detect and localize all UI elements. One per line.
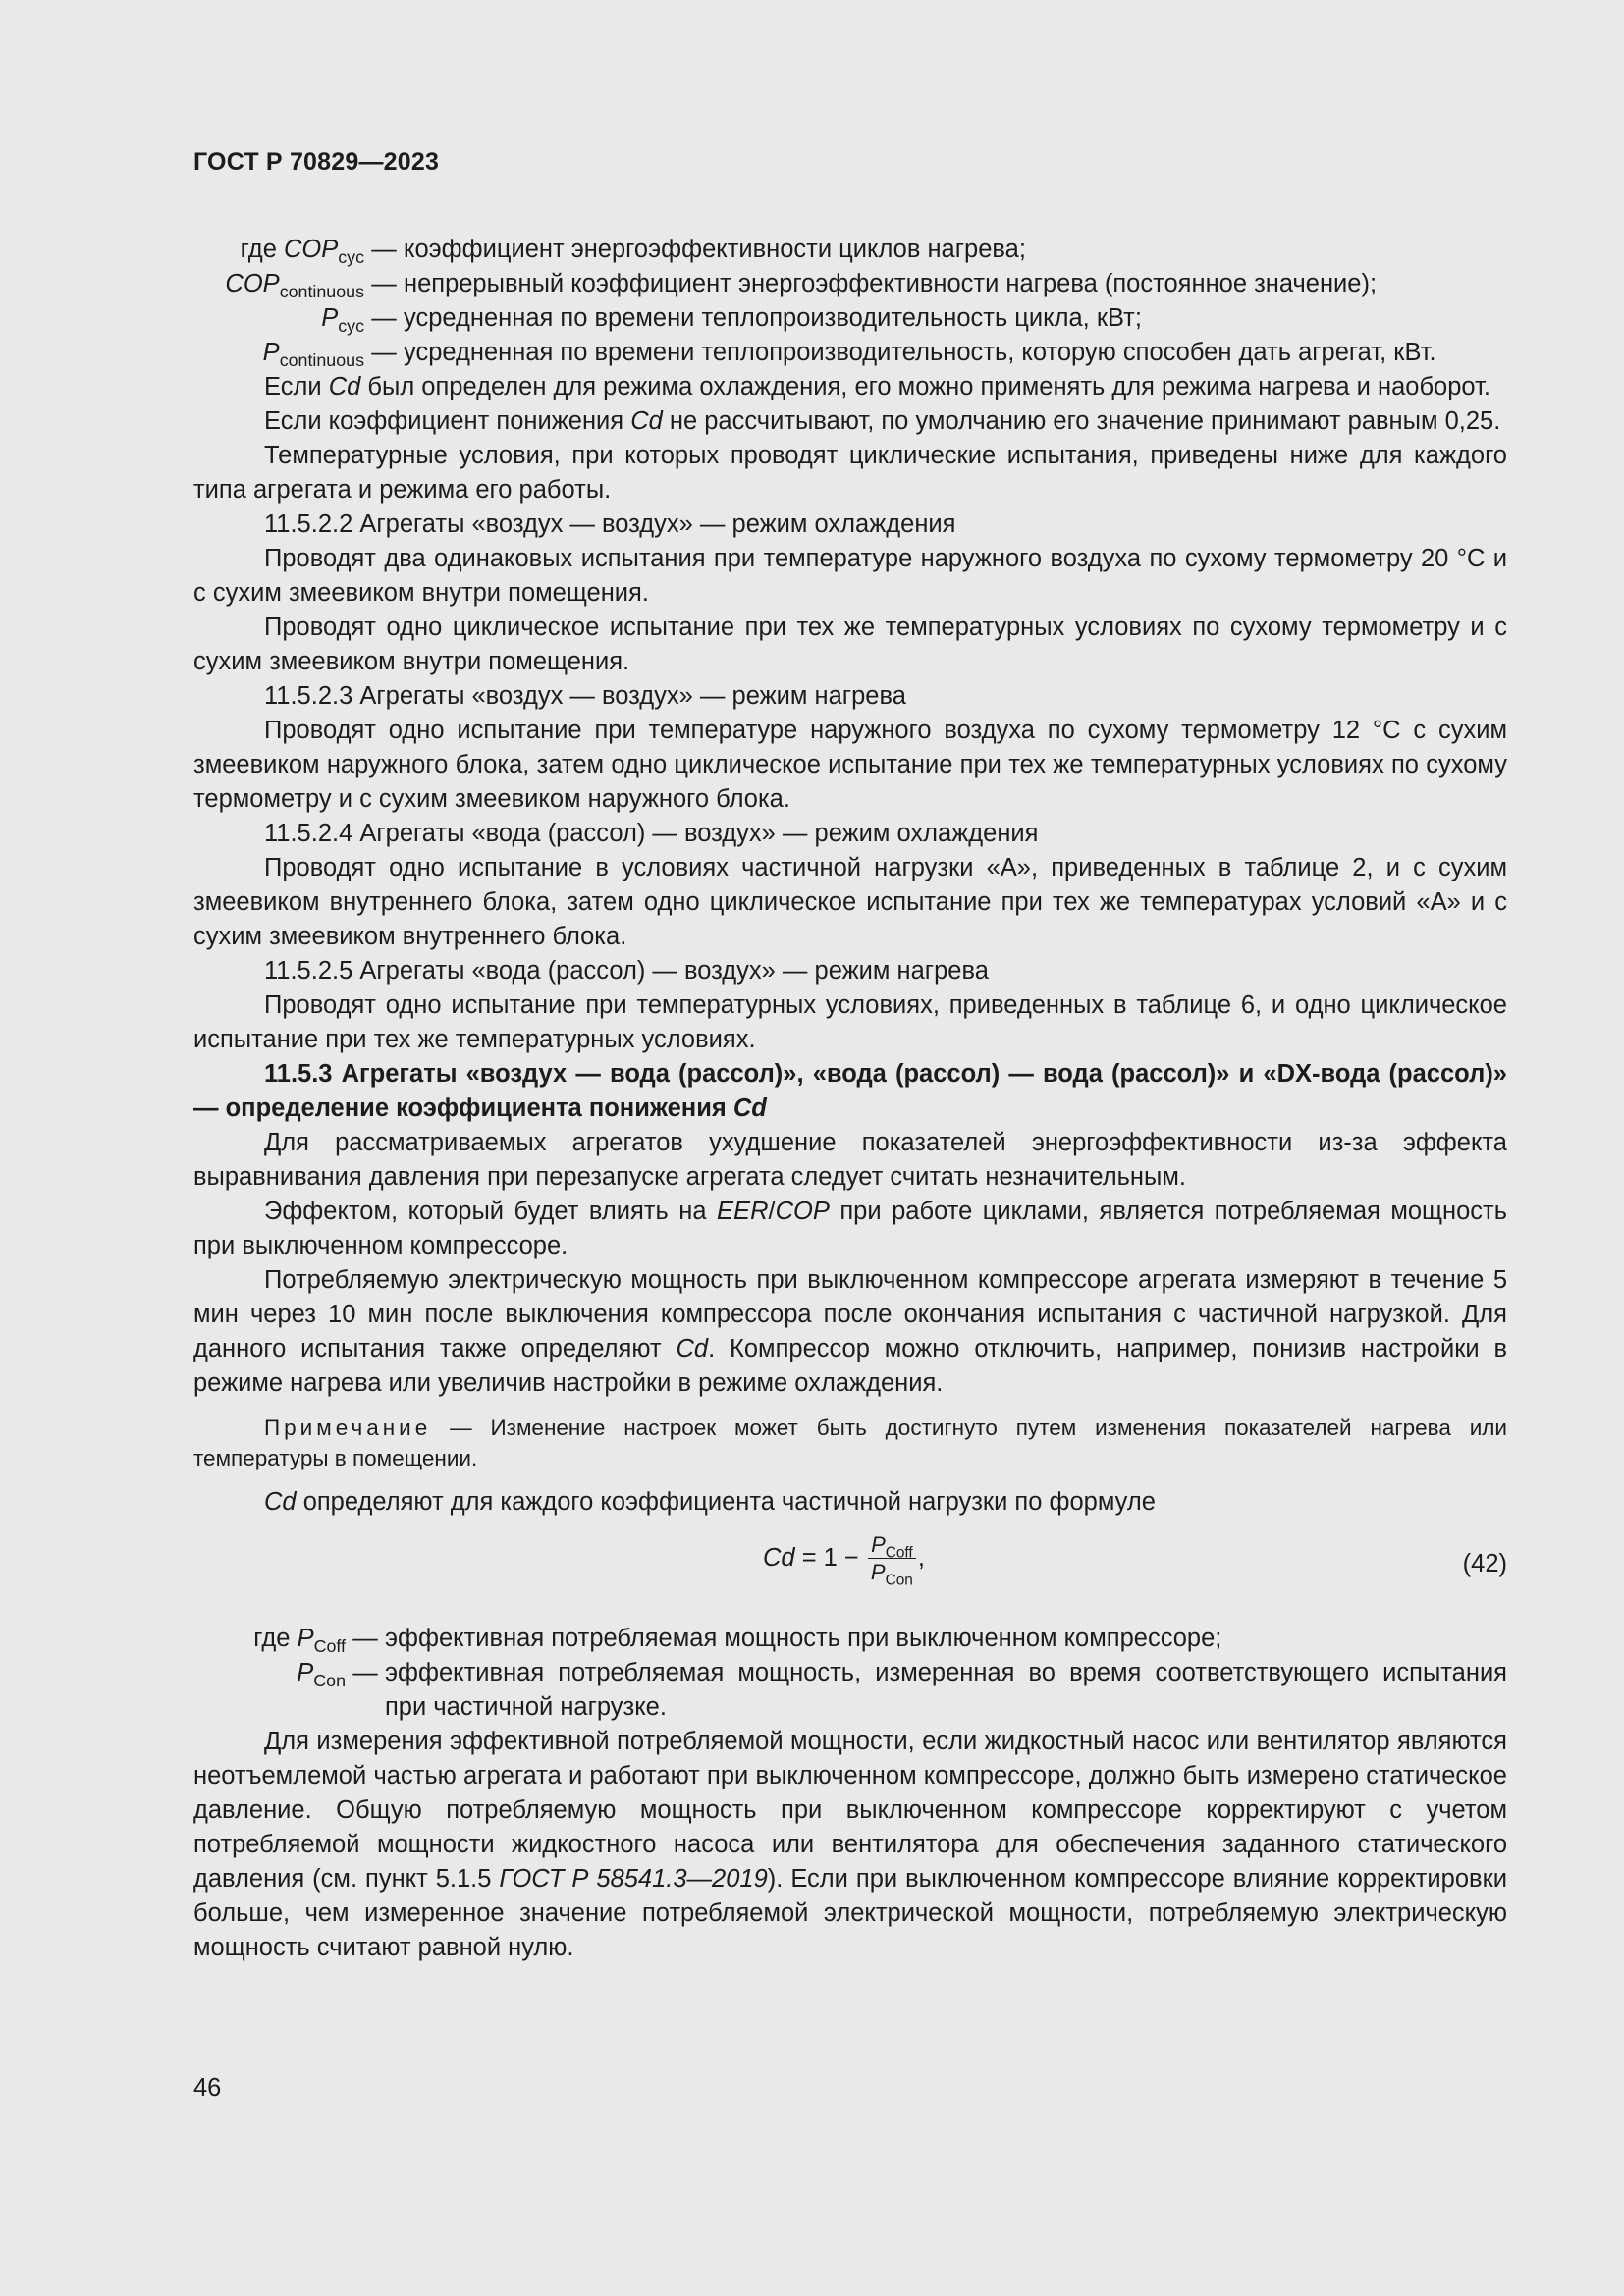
def-dash: — [371, 236, 397, 263]
section-heading: 11.5.2.4 Агрегаты «вода (рассол) — воздух» — режим охлаждения [264, 820, 1039, 847]
note-label: Примечание [264, 1415, 432, 1440]
section-heading: 11.5.2.2 Агрегаты «воздух — воздух» — режим охлаждения [264, 510, 956, 538]
paragraph: Для измерения эффективной потребляемой мощности, если жидкостный насос или вентилятор являются неотъемлемой частью агрегата и работают при выключенном компрессоре, должно быть измерено статическое давление. Общую потребляемую мощность при выключенном компрессоре корректируют с учетом потребляемой мощности жидкостного насоса или вентилятора для обеспечения заданного статического давления (см. пункт 5.1.5 ГОСТ Р 58541.3—2019). Если при выключенном компрессоре влияние корректировки больше, чем измеренное значение потребляемой электрической мощности, потребляемую электрическую мощность считают равной нулю. [193, 1728, 1507, 1961]
def-desc: эффективная потребляемая мощность, измеренная во время соответствующего испытания при частичной нагрузке. [385, 1659, 1507, 1721]
paragraph: Для рассматриваемых агрегатов ухудшение показателей энергоэффективности из-за эффекта выравнивания давления при перезапуске агрегата следует считать незначительным. [193, 1129, 1507, 1191]
def-dash: — [352, 1659, 378, 1686]
def-dash: — [371, 304, 397, 332]
definition-list-cop [193, 233, 1507, 370]
paragraph: Проводят одно испытание при температуре наружного воздуха по сухому термометру 12 °С с сухим змеевиком наружного блока, затем одно циклическое испытание при тех же температурных условиях по сухому термометру и с сухим змеевиком наружного блока. [193, 717, 1507, 813]
def-dash: — [371, 270, 397, 297]
paragraph: Проводят два одинаковых испытания при температуре наружного воздуха по сухому термометру 20 °С и с сухим змеевиком внутри помещения. [193, 545, 1507, 607]
def-desc: эффективная потребляемая мощность при выключенном компрессоре; [385, 1625, 1222, 1652]
paragraph: Если коэффициент понижения Cd не рассчитывают, по умолчанию его значение принимают равным 0,25. [264, 407, 1501, 435]
paragraph: Cd определяют для каждого коэффициента частичной нагрузки по формуле [264, 1488, 1156, 1516]
formula-42 [193, 1525, 1507, 1604]
def-desc: непрерывный коэффициент энергоэффективности нагрева (постоянное значение); [404, 270, 1378, 297]
def-term: где $COP_{cyc}$ [240, 236, 364, 268]
formula-expression: Cd = 1 − $\frac{P_{Coff}}{P_{Con}}$ , [763, 1532, 925, 1589]
def-term: $P_{continuous}$ [262, 339, 364, 371]
paragraph: Если Cd был определен для режима охлаждения, его можно применять для режима нагрева и наоборот. [264, 373, 1490, 400]
section-heading: 11.5.2.3 Агрегаты «воздух — воздух» — режим нагрева [264, 682, 906, 710]
formula-number: (42) [1462, 1550, 1507, 1577]
def-desc: усредненная по времени теплопроизводительность, которую способен дать агрегат, кВт. [404, 339, 1436, 366]
paragraph: Эффектом, который будет влиять на EER/COP при работе циклами, является потребляемая мощность при выключенном компрессоре. [193, 1198, 1508, 1259]
paragraph: Температурные условия, при которых проводят циклические испытания, приведены ниже для каждого типа агрегата и режима его работы. [193, 442, 1507, 504]
def-dash: — [371, 339, 397, 366]
note: Примечание — Изменение настроек может быть достигнуто путем изменения показателей нагрева или температуры в помещении. [193, 1415, 1507, 1470]
definition-list-p [193, 1622, 1507, 1725]
formula-fraction: $\frac{P_{Coff}}{P_{Con}}$ [868, 1531, 916, 1585]
paragraph: Проводят одно испытание в условиях частичной нагрузки «А», приведенных в таблице 2, и с сухим змеевиком внутреннего блока, затем одно циклическое испытание при тех же температурах условий «А» и с сухим змеевиком внутреннего блока. [193, 854, 1507, 950]
def-desc: усредненная по времени теплопроизводительность цикла, кВт; [404, 304, 1142, 332]
def-term: $COP_{continuous}$ [225, 270, 364, 302]
section-heading-bold: 11.5.3 Агрегаты «воздух — вода (рассол)», «вода (рассол) — вода (рассол)» и «DX-вода (рассол)» — определение коэффициента понижения Cd [193, 1060, 1507, 1122]
def-term: где $P_{Coff}$ [253, 1625, 346, 1657]
def-term: $P_{cyc}$ [321, 304, 364, 337]
page-number: 46 [193, 2074, 222, 2102]
document-header: ГОСТ Р 70829—2023 [193, 148, 440, 176]
paragraph: Проводят одно испытание при температурных условиях, приведенных в таблице 6, и одно циклическое испытание при тех же температурных условиях. [193, 991, 1507, 1053]
section-heading: 11.5.2.5 Агрегаты «вода (рассол) — воздух» — режим нагрева [264, 957, 989, 985]
def-desc: коэффициент энергоэффективности циклов нагрева; [404, 236, 1026, 263]
def-dash: — [352, 1625, 378, 1652]
def-term: $P_{Con}$ [297, 1659, 346, 1691]
paragraph: Проводят одно циклическое испытание при тех же температурных условиях по сухому термометру и с сухим змеевиком внутри помещения. [193, 614, 1507, 675]
document-body [193, 233, 1507, 1965]
paragraph: Потребляемую электрическую мощность при выключенном компрессоре агрегата измеряют в течение 5 мин через 10 мин после выключения компрессора после окончания испытания с частичной нагрузкой. Для данного испытания также определяют Cd. Компрессор можно отключить, например, понизив настройки в режиме нагрева или увеличив настройки в режиме охлаждения. [193, 1266, 1508, 1397]
